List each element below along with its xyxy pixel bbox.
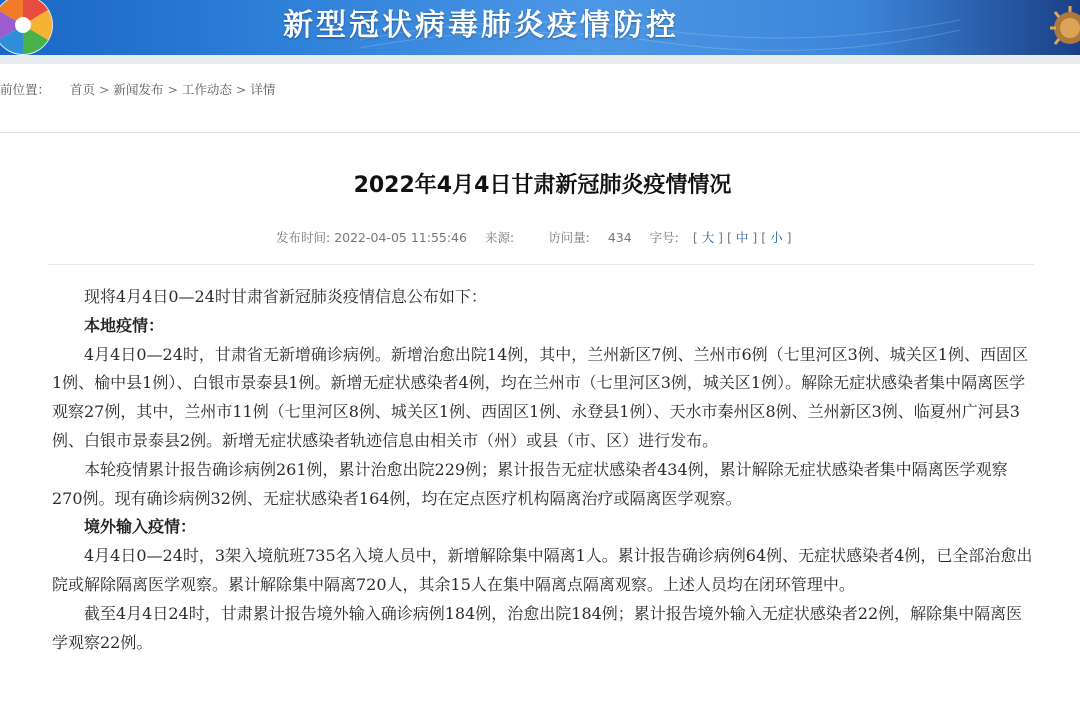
breadcrumb <box>0 80 275 98</box>
breadcrumb-current: 详情 <box>250 82 276 97</box>
font-medium-link[interactable]: 中 <box>735 230 749 245</box>
divider <box>0 132 1080 133</box>
source-label: 来源: <box>484 230 515 245</box>
bracket: [ <box>692 230 702 245</box>
colorful-petal-logo-icon <box>0 0 60 55</box>
breadcrumb-work-link[interactable]: 工作动态 <box>181 82 232 97</box>
breadcrumb-news-link[interactable]: 新闻发布 <box>113 82 164 97</box>
font-large-link[interactable]: 大 <box>701 230 715 245</box>
views-count: 434 <box>607 230 632 245</box>
section-heading-local: 本地疫情： <box>84 315 165 335</box>
article-meta <box>276 228 791 246</box>
publish-time-value: 2022-04-05 11:55:46 <box>334 230 467 245</box>
article-title: 2022年4月4日甘肃新冠肺炎疫情情况 <box>353 173 732 198</box>
paragraph-local-daily: 4月4日0—24时，甘肃省无新增确诊病例。新增治愈出院14例，其中，兰州新区7例、兰州市6例（七里河区3例、城关区1例、西固区1例、榆中县1例）、白银市景泰县1例。新增无症状感染者4例，均在兰州市（七里河区3例，城关区1例）。解除无症状感染者集中隔离医学观察27例，其中，兰州市11例（七里河区8例、城关区1例、西固区1例、永登县1例）、天水市秦州区8例、兰州新区3例、临夏州广河县3例、白银市景泰县2例。新增无症状感染者轨迹信息由相关市（州）或县（市、区）进行发布。 <box>52 344 1028 450</box>
paragraph-local-cumulative: 本轮疫情累计报告确诊病例261例，累计治愈出院229例；累计报告无症状感染者434例，累计解除无症状感染者集中隔离医学观察270例。现有确诊病例32例、无症状感染者164例，均在定点医疗机构隔离治疗或隔离医学观察。 <box>52 459 1008 508</box>
paragraph-imported-cumulative: 截至4月4日24时，甘肃累计报告境外输入确诊病例184例，治愈出院184例；累计报告境外输入无症状感染者22例，解除集中隔离医学观察22例。 <box>52 603 1023 652</box>
breadcrumb-separator: > <box>98 82 114 97</box>
breadcrumb-separator: > <box>167 82 182 97</box>
bracket: ] [ <box>748 230 771 245</box>
font-size-label: 字号: <box>649 230 679 245</box>
paragraph-intro: 现将4月4日0—24时甘肃省新冠肺炎疫情信息公布如下： <box>84 287 487 306</box>
paragraph-imported-daily: 4月4日0—24时，3架入境航班735名入境人员中，新增解除集中隔离1人。累计报告确诊病例64例、无症状感染者4例，已全部治愈出院或解除隔离医学观察。累计解除集中隔离720人，其余15人在集中隔离点隔离观察。上述人员均在闭环管理中。 <box>52 546 1033 594</box>
section-heading-imported: 境外输入疫情： <box>84 517 197 537</box>
publish-time-label: 发布时间: <box>276 230 331 245</box>
breadcrumb-prefix: 前位置： <box>0 82 51 97</box>
bracket: ] [ <box>714 230 736 245</box>
banner-bottom-band <box>0 55 1080 64</box>
divider <box>48 264 1034 265</box>
breadcrumb-home-link[interactable]: 首页 <box>69 82 95 97</box>
article-body <box>52 283 1037 657</box>
breadcrumb-separator: > <box>235 82 247 97</box>
views-label: 访问量: <box>548 230 590 245</box>
font-small-link[interactable]: 小 <box>770 230 783 245</box>
site-banner <box>0 0 1080 55</box>
virus-icon <box>1040 0 1080 55</box>
banner-title: 新型冠状病毒肺炎疫情防控 <box>283 8 679 43</box>
bracket: ] <box>782 230 792 245</box>
